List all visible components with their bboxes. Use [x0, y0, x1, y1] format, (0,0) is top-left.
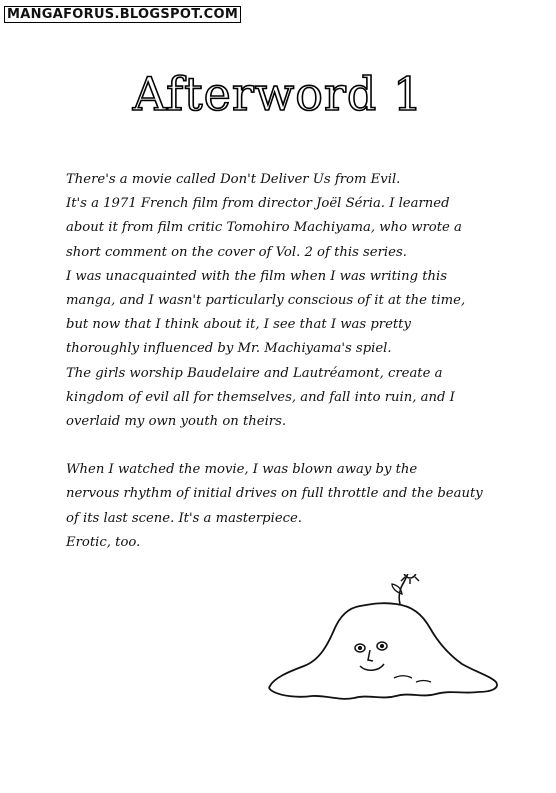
afterword-body — [66, 168, 506, 555]
text-line: thoroughly influenced by Mr. Machiyama's spiel. — [66, 341, 392, 357]
text-line: Erotic, too. — [66, 534, 141, 550]
text-line: but now that I think about it, I see that I was pretty — [66, 317, 411, 333]
text-line: I was unacquainted with the film when I was writing this — [66, 268, 447, 284]
paragraph-1 — [66, 168, 506, 434]
text-line: about it from film critic Tomohiro Machiyama, who wrote a — [66, 220, 462, 236]
text-line: The girls worship Baudelaire and Lautréamont, create a — [66, 365, 443, 381]
text-line: short comment on the cover of Vol. 2 of this series. — [66, 244, 407, 260]
blob-face — [355, 642, 387, 670]
flower-icon — [398, 574, 422, 584]
site-watermark: MANGAFORUS.BLOGSPOT.COM — [4, 6, 241, 23]
text-line: overlaid my own youth on theirs. — [66, 414, 287, 430]
text-line: of its last scene. It's a masterpiece. — [66, 510, 303, 526]
blob-outline — [269, 603, 497, 699]
text-line: It's a 1971 French film from director Joël Séria. I learned — [66, 196, 450, 212]
text-line: nervous rhythm of initial drives on full throttle and the beauty — [66, 486, 483, 502]
text-line: There's a movie called Don't Deliver Us from Evil. — [66, 172, 401, 187]
paragraph-2 — [66, 458, 506, 555]
smiling-blob-with-flower-drawing — [264, 574, 504, 704]
page-title: Afterword 1 — [132, 67, 424, 121]
text-line: manga, and I wasn't particularly conscious of it at the time, — [66, 293, 466, 309]
text-line: When I watched the movie, I was blown away by the — [66, 462, 418, 478]
text-line: kingdom of evil all for themselves, and fall into ruin, and I — [66, 389, 455, 405]
